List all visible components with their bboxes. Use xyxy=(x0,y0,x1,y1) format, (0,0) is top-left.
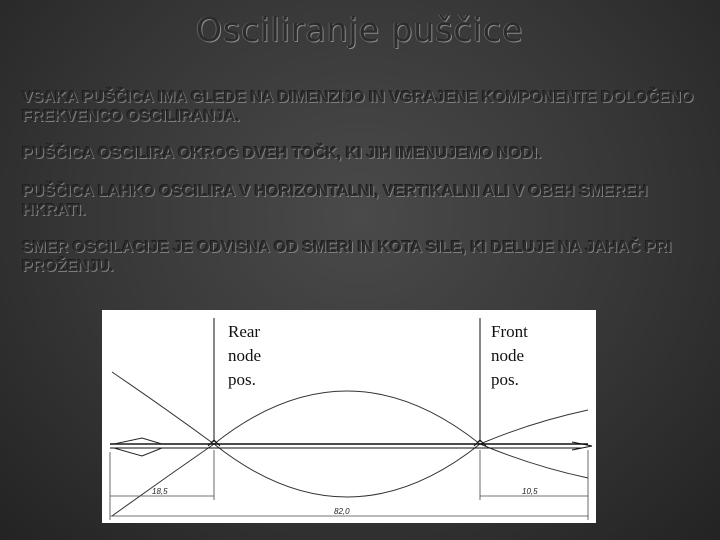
arrow-oscillation-diagram xyxy=(102,310,596,523)
rear-label-line-1: Rear xyxy=(228,322,261,341)
front-label-line-2: node xyxy=(491,346,525,365)
bullet-2: PUŠČICA OSCILIRA OKROG DVEH TOČK, KI JIH IMENUJEMO NODI. xyxy=(22,145,542,162)
oscillation-curve-lower xyxy=(112,410,588,516)
bullet-4: SMER OSCILACIJE JE ODVISNA OD SMERI IN KOTA SILE, KI DELUJE NA JAHAČ PRI PROŽENJU. xyxy=(22,239,672,275)
front-label-line-3: pos. xyxy=(491,370,519,389)
dim-front-value: 10,5 xyxy=(522,487,538,496)
arrow-tip xyxy=(572,442,592,450)
fletching-lower xyxy=(114,448,162,456)
rear-label-line-2: node xyxy=(228,346,262,365)
dim-total-value: 82,0 xyxy=(334,507,350,516)
rear-label-line-3: pos. xyxy=(228,370,256,389)
bullet-1: VSAKA PUŠČICA IMA GLEDE NA DIMENZIJO IN VGRAJENE KOMPONENTE DOLOČENO FREKVENCO OSCILIRANJA. xyxy=(22,89,694,125)
slide-title: Osciliranje puščice xyxy=(196,10,524,49)
dim-rear-value: 18,5 xyxy=(152,487,168,496)
fletching xyxy=(114,438,162,444)
bullet-3: PUŠČICA LAHKO OSCILIRA V HORIZONTALNI, VERTIKALNI ALI V OBEH SMEREH HKRATI. xyxy=(22,183,648,219)
front-label-line-1: Front xyxy=(491,322,528,341)
oscillation-diagram-svg xyxy=(102,310,596,523)
